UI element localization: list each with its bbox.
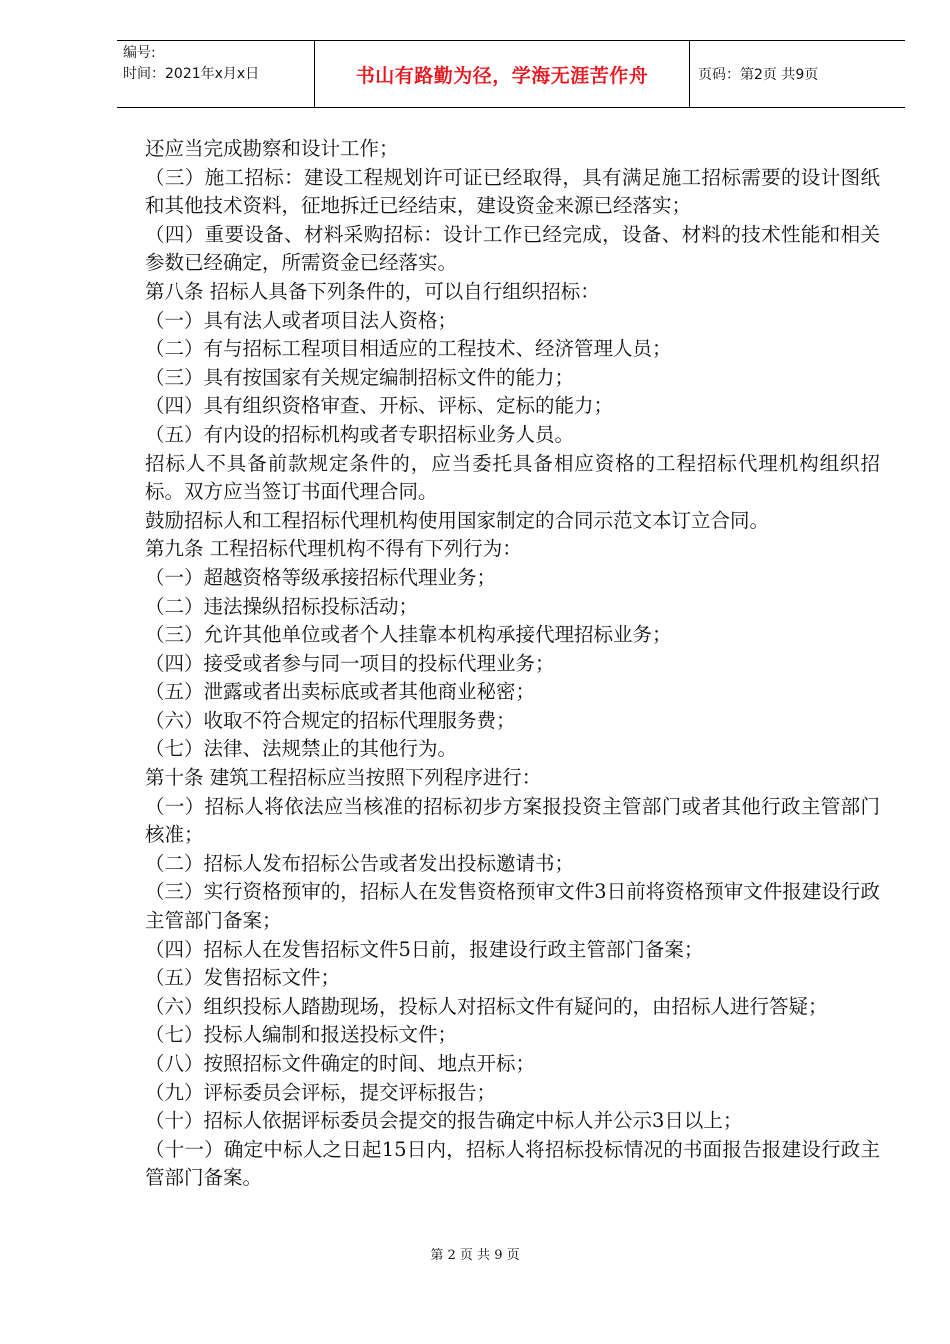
paragraph: （七）投标人编制和报送投标文件； xyxy=(145,1023,458,1047)
paragraph: （十）招标人依据评标委员会提交的报告确定中标人并公示3日以上； xyxy=(145,1109,743,1133)
header-motto: 书山有路勤为径，学海无涯苦作舟 xyxy=(315,41,690,107)
paragraph: （五）泄露或者出卖标底或者其他商业秘密； xyxy=(145,680,536,704)
document-body xyxy=(145,135,880,1193)
document-time-label: 时间：2021年x月x日 xyxy=(123,66,260,82)
paragraph: （一）招标人将依法应当核准的招标初步方案报投资主管部门或者其他行政主管部门核准； xyxy=(145,794,880,847)
paragraph: （六）收取不符合规定的招标代理服务费； xyxy=(145,708,516,732)
paragraph: （十一）确定中标人之日起15日内，招标人将招标投标情况的书面报告报建设行政主管部门备案。 xyxy=(145,1137,880,1190)
paragraph: 还应当完成勘察和设计工作； xyxy=(145,137,399,160)
paragraph: （四）接受或者参与同一项目的投标代理业务； xyxy=(145,651,555,675)
paragraph: （二）违法操纵招标投标活动； xyxy=(145,594,419,618)
paragraph: （三）具有按国家有关规定编制招标文件的能力； xyxy=(145,365,575,389)
header-meta-cell xyxy=(117,41,315,107)
paragraph: （六）组织投标人踏勘现场，投标人对招标文件有疑问的，由招标人进行答疑； xyxy=(145,994,828,1018)
article-heading: 第九条 工程招标代理机构不得有下列行为： xyxy=(145,537,522,561)
paragraph: （三）施工招标：建设工程规划许可证已经取得，具有满足施工招标需要的设计图纸和其他技术资料，征地拆迁已经结束，建设资金来源已经落实； xyxy=(145,165,880,218)
paragraph: （三）实行资格预审的，招标人在发售资格预审文件3日前将资格预审文件报建设行政主管部门备案； xyxy=(145,880,880,933)
paragraph: （五）有内设的招标机构或者专职招标业务人员。 xyxy=(145,422,575,446)
page-header xyxy=(117,40,905,108)
article-heading: 第十条 建筑工程招标应当按照下列程序进行： xyxy=(145,766,542,790)
paragraph: （七）法律、法规禁止的其他行为。 xyxy=(145,737,458,761)
paragraph: （二）招标人发布招标公告或者发出投标邀请书； xyxy=(145,851,575,875)
paragraph: （五）发售招标文件； xyxy=(145,966,341,990)
paragraph: （一）超越资格等级承接招标代理业务； xyxy=(145,565,497,589)
paragraph: （一）具有法人或者项目法人资格； xyxy=(145,308,458,332)
paragraph: 招标人不具备前款规定条件的，应当委托具备相应资格的工程招标代理机构组织招标。双方应当签订书面代理合同。 xyxy=(145,451,880,504)
paragraph: 鼓励招标人和工程招标代理机构使用国家制定的合同示范文本订立合同。 xyxy=(145,508,770,532)
paragraph: （二）有与招标工程项目相适应的工程技术、经济管理人员； xyxy=(145,337,672,361)
paragraph: （四）重要设备、材料采购招标：设计工作已经完成，设备、材料的技术性能和相关参数已经确定，所需资金已经落实。 xyxy=(145,222,880,275)
paragraph: （四）具有组织资格审查、开标、评标、定标的能力； xyxy=(145,394,614,418)
header-page-info: 页码：第2页 共9页 xyxy=(698,67,819,83)
page-footer: 第 2 页 共 9 页 xyxy=(430,1248,520,1263)
paragraph: （九）评标委员会评标，提交评标报告； xyxy=(145,1080,497,1104)
paragraph: （三）允许其他单位或者个人挂靠本机构承接代理招标业务； xyxy=(145,623,672,647)
document-number-label: 编号: xyxy=(123,45,156,61)
paragraph: （四）招标人在发售招标文件5日前，报建设行政主管部门备案； xyxy=(145,937,704,961)
paragraph: （八）按照招标文件确定的时间、地点开标； xyxy=(145,1052,536,1075)
article-heading: 第八条 招标人具备下列条件的，可以自行组织招标： xyxy=(145,279,600,303)
